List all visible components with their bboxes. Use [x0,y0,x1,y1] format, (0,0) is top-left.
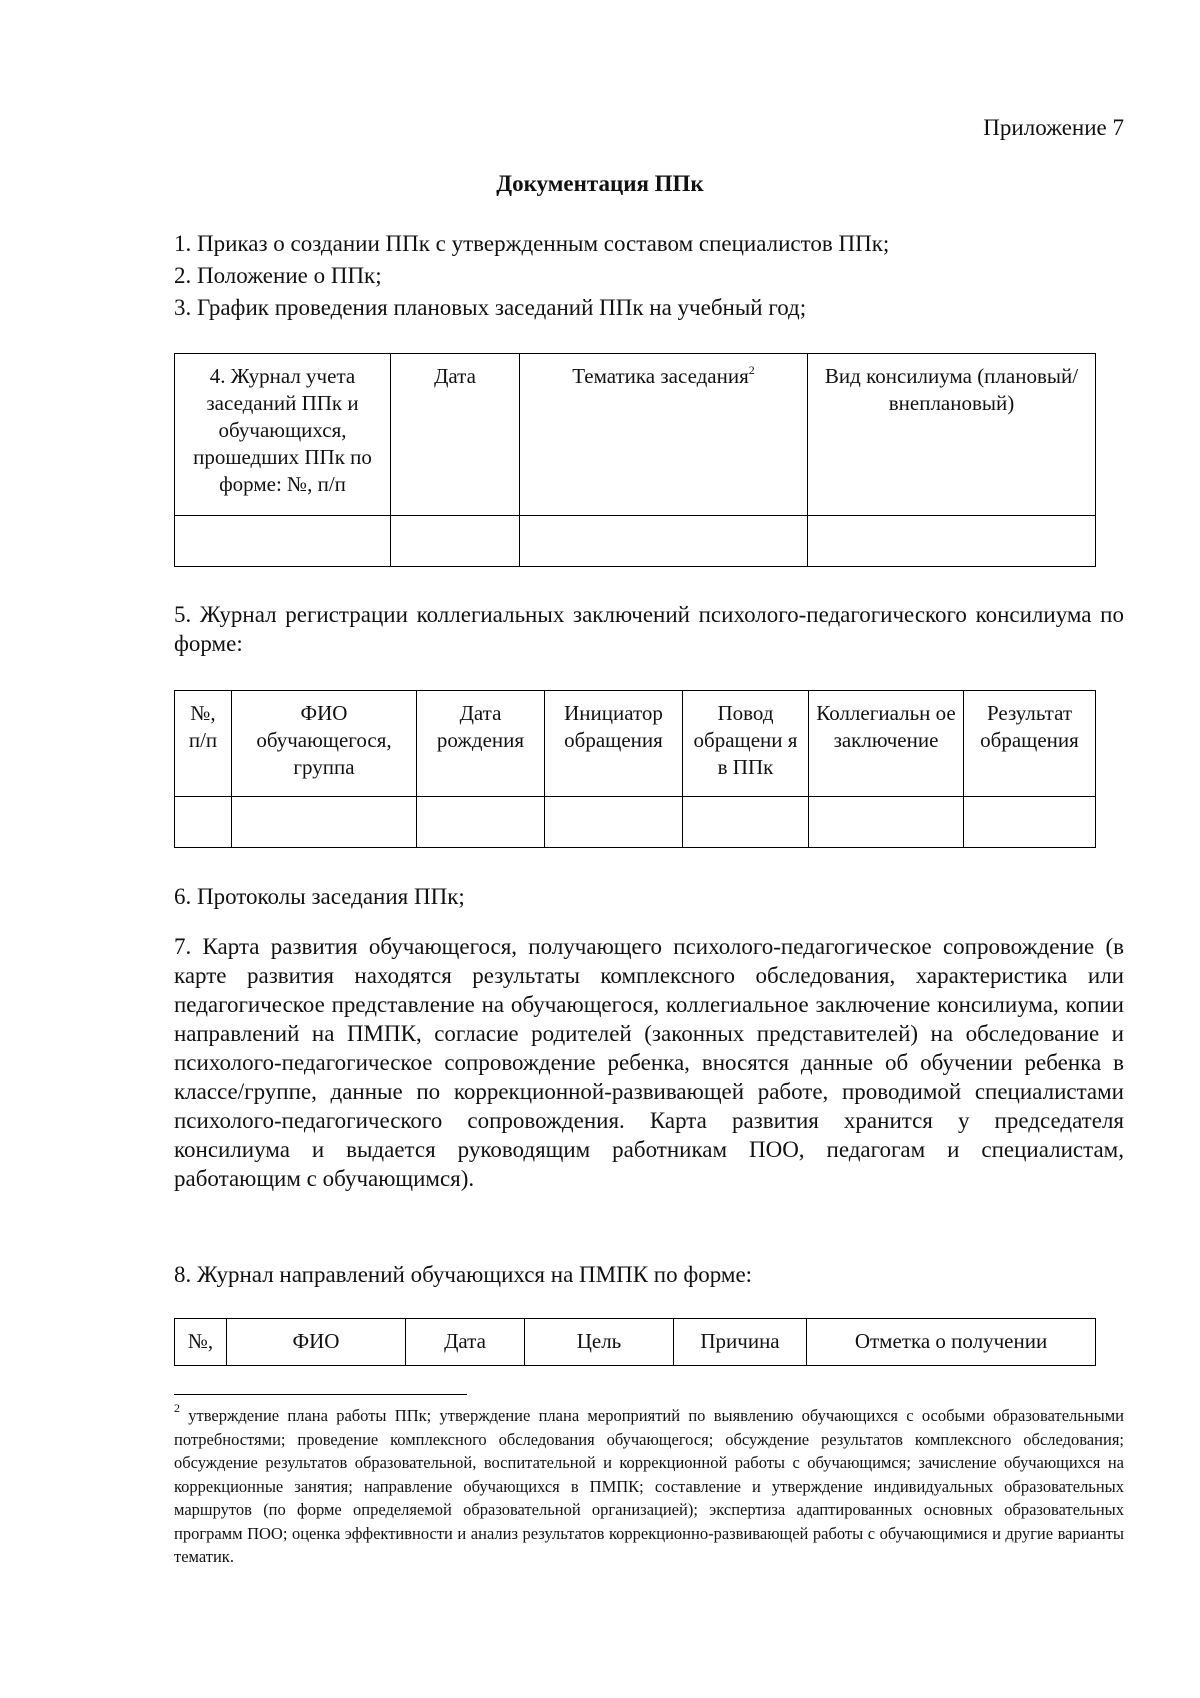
table-header-cell: Вид консилиума (плановый/внеплановый) [808,354,1096,516]
table-header-cell: №, [175,1319,227,1366]
table-header-cell: Дата рождения [417,691,545,797]
table-cell [520,516,808,567]
table-header-cell: 4. Журнал учета заседаний ППк и обучающихся, прошедших ППк по форме: №, п/п [175,354,391,516]
table-cell [417,797,545,848]
table-header-cell [520,354,808,516]
table-header-cell: Коллегиальн ое заключение [809,691,964,797]
table-cell [175,797,232,848]
table-header-cell: Отметка о получении [807,1319,1096,1366]
table-cell [232,797,417,848]
table-header-row [175,354,1096,516]
table-row [175,516,1096,567]
section-7: 7. Карта развития обучающегося, получающего психолого-педагогическое сопровождение (в карте развития находятся результаты комплексного обследования, характеристика или педагогическое представление на обучающегося, коллегиальное заключение консилиума, копии направлений на ПМПК, согласие родителей (законных представителей) на обследование и психолого-педагогическое сопровождение ребенка, вносятся данные об обучении ребенка в классе/группе, данные по коррекционной-развивающей работе, проводимой специалистами психолого-педагогического сопровождения. Карта развития хранится у председателя консилиума и выдается руководящим работникам ПОО, педагогам и специалистам, работающим с обучающимся). [174,934,1124,1191]
footnote-divider [174,1394,467,1395]
list-item: 1. Приказ о создании ППк с утвержденным составом специалистов ППк; [174,231,890,256]
table-header-cell: Инициатор обращения [545,691,683,797]
appendix-label: Приложение 7 [983,115,1124,140]
table-cell [391,516,520,567]
table-header-cell: Причина [674,1319,807,1366]
table-cell [175,516,391,567]
section-8-intro: 8. Журнал направлений обучающихся на ПМПК по форме: [174,1262,753,1287]
footnote-marker: 2 [174,1401,180,1415]
footnote-text: утверждение плана работы ППк; утверждение плана мероприятий по выявлению обучающихся с особыми образовательными потребностями; проведение комплексного обследования обучающегося; обсуждение результатов комплексного обследования; обсуждение результатов образовательной, воспитательной и коррекционной работы с обучающимся; зачисление обучающихся на коррекционные занятия; направление обучающихся в ПМПК; составление и утверждение индивидуальных образовательных маршрутов (по форме определяемой образовательной организацией); экспертиза адаптированных основных образовательных программ ПОО; оценка эффективности и анализ результатов коррекционно-развивающей работы с обучающимися и другие варианты тематик. [174,1406,1124,1566]
page-title: Документация ППк [496,171,704,196]
table-header-cell: ФИО [227,1319,406,1366]
table-header-cell: Дата [391,354,520,516]
table-cell [808,516,1096,567]
table-header-cell: №, п/п [175,691,232,797]
table-header-cell: ФИО обучающегося, группа [232,691,417,797]
table-header-row [175,691,1096,797]
section-5-intro [174,600,1124,658]
table-cell [683,797,809,848]
table-header-cell: Дата [406,1319,525,1366]
document-list [174,228,1124,324]
table-cell [964,797,1096,848]
section-6: 6. Протоколы заседания ППк; [174,884,465,909]
table-header-text: Тематика заседания [572,364,749,388]
meetings-journal-table [174,353,1096,567]
table-header-cell: Результат обращения [964,691,1096,797]
list-item: 3. График проведения плановых заседаний ППк на учебный год; [174,295,807,320]
footnote-reference: 2 [748,363,755,377]
table-row [175,797,1096,848]
table-cell [545,797,683,848]
footnote [174,1401,1124,1569]
table-header-row [175,1319,1096,1366]
table-header-cell: Цель [525,1319,674,1366]
table-header-cell: Повод обращени я в ППк [683,691,809,797]
section-5-text: 5. Журнал регистрации коллегиальных заключений психолого-педагогического консилиума по форме: [174,602,1124,656]
conclusions-journal-table [174,690,1096,848]
table-cell [809,797,964,848]
pmpk-referrals-table [174,1318,1096,1366]
list-item: 2. Положение о ППк; [174,263,382,288]
